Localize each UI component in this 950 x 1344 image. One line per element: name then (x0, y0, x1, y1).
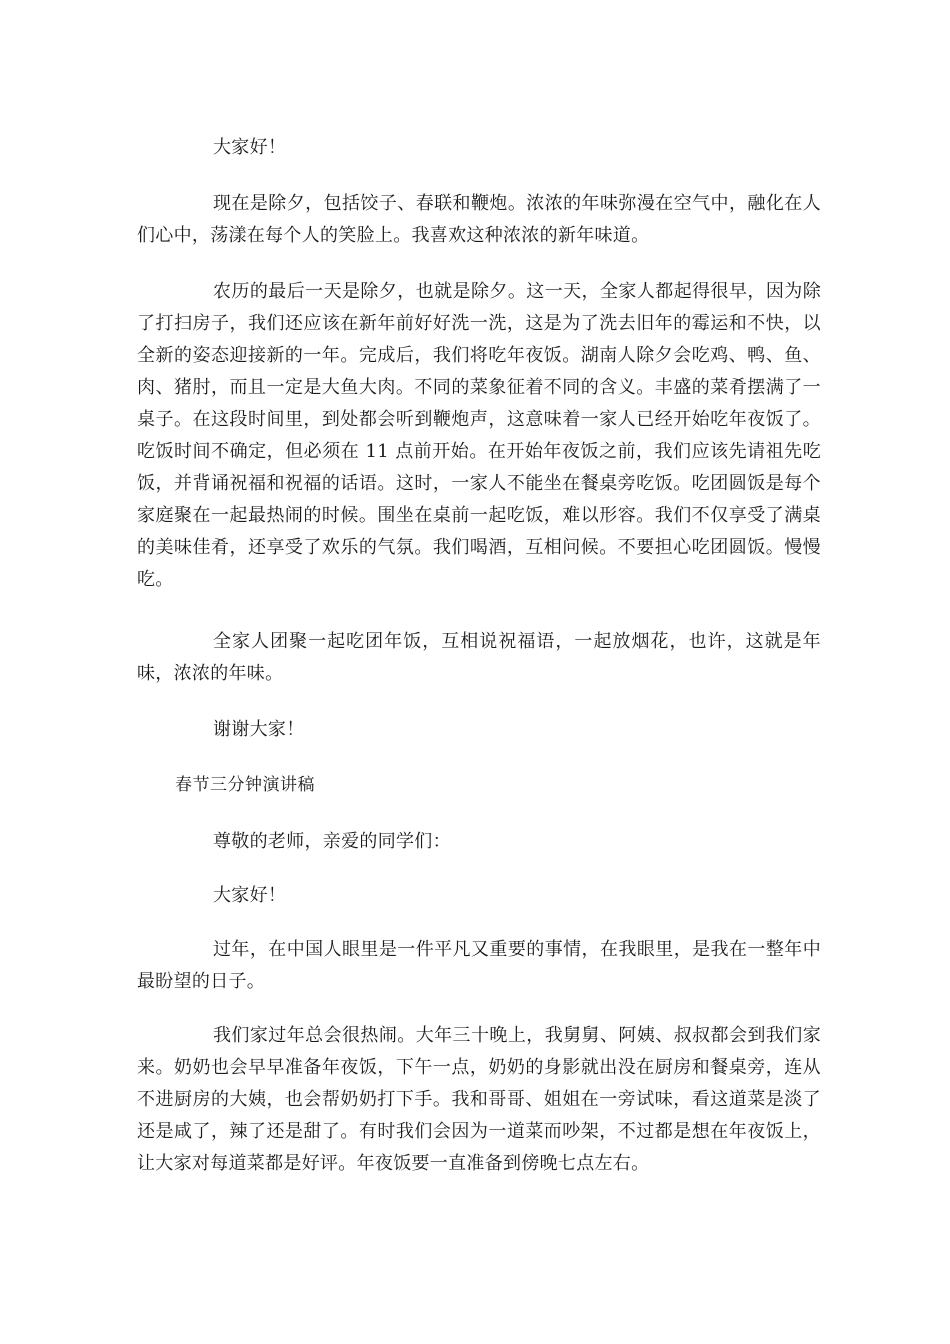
greeting-paragraph-2: 大家好！ (213, 885, 287, 906)
intro-paragraph-2: 过年，在中国人眼里是一件平凡又重要的事情，在我眼里，是我在一整年中最盼望的日子。 (137, 939, 821, 992)
section-title: 春节三分钟演讲稿 (175, 775, 315, 795)
thanks-paragraph: 谢谢大家！ (213, 719, 305, 740)
closing-paragraph: 全家人团聚一起吃团年饭，互相说祝福语，一起放烟花，也许，这就是年味，浓浓的年味。 (137, 631, 821, 684)
salutation-paragraph: 尊敬的老师，亲爱的同学们： (213, 831, 451, 852)
body-paragraph-2: 我们家过年总会很热闹。大年三十晚上，我舅舅、阿姨、叔叔都会到我们家来。奶奶也会早早准备年夜饭，下午一点，奶奶的身影就出没在厨房和餐桌旁，连从不进厨房的大姨，也会帮奶奶打下手。我和哥哥、姐姐在一旁试味，看这道菜是淡了还是咸了，辣了还是甜了。有时我们会因为一道菜而吵架，不过都是想在年夜饭上，让大家对每道菜都是好评。年夜饭要一直准备到傍晚七点左右。 (137, 1025, 821, 1174)
body-paragraph: 农历的最后一天是除夕，也就是除夕。这一天，全家人都起得很早，因为除了打扫房子，我们还应该在新年前好好洗一洗，这是为了洗去旧年的霉运和不快，以全新的姿态迎接新的一年。完成后，我们将吃年夜饭。湖南人除夕会吃鸡、鸭、鱼、肉、猪肘，而且一定是大鱼大肉。不同的菜象征着不同的含义。丰盛的菜肴摆满了一桌子。在这段时间里，到处都会听到鞭炮声，这意味着一家人已经开始吃年夜饭了。吃饭时间不确定，但必须在 11 点前开始。在开始年夜饭之前，我们应该先请祖先吃饭，并背诵祝福和祝福的话语。这时，一家人不能坐在餐桌旁吃饭。吃团圆饭是每个家庭聚在一起最热闹的时候。围坐在桌前一起吃饭，难以形容。我们不仅享受了满桌的美味佳肴，还享受了欢乐的气氛。我们喝酒，互相问候。不要担心吃团圆饭。慢慢吃。 (137, 281, 821, 590)
greeting-paragraph: 大家好！ (213, 137, 287, 158)
intro-paragraph: 现在是除夕，包括饺子、春联和鞭炮。浓浓的年味弥漫在空气中，融化在人们心中，荡漾在每个人的笑脸上。我喜欢这种浓浓的新年味道。 (137, 193, 821, 246)
